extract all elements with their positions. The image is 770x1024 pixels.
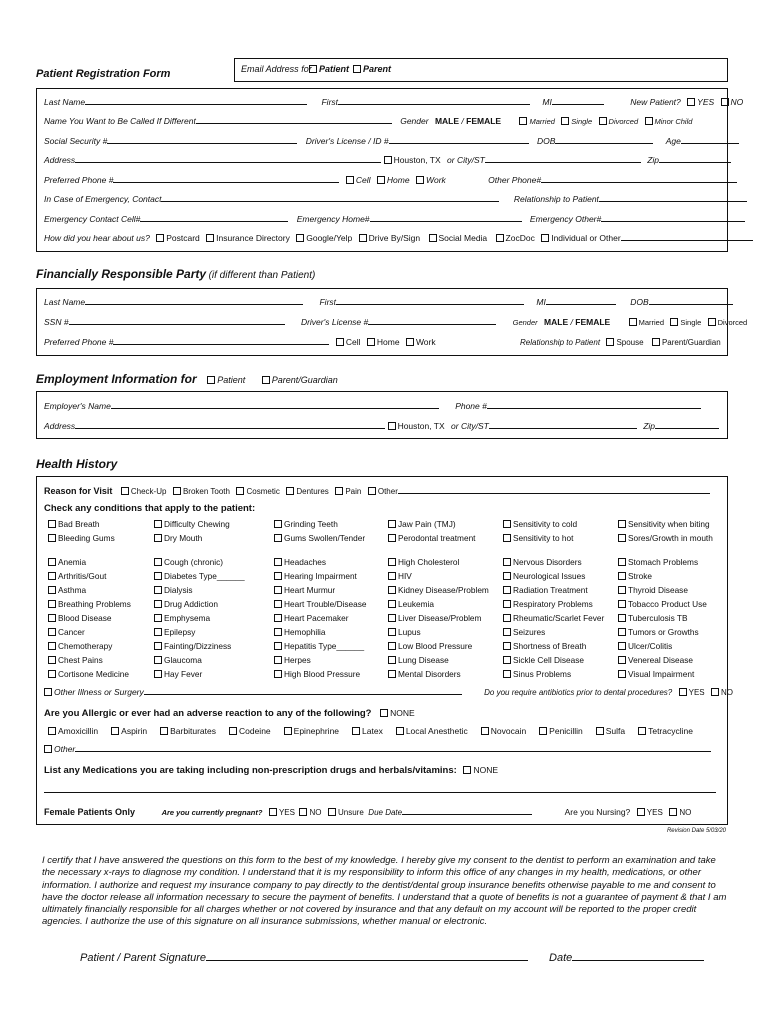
first-name-label: First <box>321 97 339 107</box>
email-patient-checkbox[interactable]: Patient <box>309 64 349 74</box>
gender-male[interactable]: MALE <box>434 116 460 126</box>
condition-checkbox[interactable]: HIV <box>388 571 412 581</box>
condition-checkbox[interactable]: Sensitivity to hot <box>503 533 573 543</box>
condition-checkbox[interactable]: Hemophilia <box>274 627 326 637</box>
condition-checkbox[interactable]: Sensitivity when biting <box>618 519 710 529</box>
fin-dob-field[interactable] <box>649 296 733 305</box>
other-phone-label: Other Phone# <box>488 175 542 185</box>
condition-checkbox[interactable]: Heart Murmur <box>274 585 335 595</box>
meds-line[interactable] <box>44 792 716 793</box>
condition-checkbox[interactable]: Radiation Treatment <box>503 585 588 595</box>
minor-child[interactable]: Minor Child <box>645 117 693 126</box>
condition-checkbox[interactable]: Neurological Issues <box>503 571 585 581</box>
called-field[interactable] <box>196 115 392 124</box>
condition-checkbox[interactable]: Nervous Disorders <box>503 557 582 567</box>
allergy-other-field[interactable] <box>75 743 711 752</box>
condition-checkbox[interactable]: Liver Disease/Problem <box>388 613 481 623</box>
patient-row-6 <box>44 193 747 204</box>
fin-phone-field[interactable] <box>113 336 329 345</box>
how-hear-label: How did you hear about us? <box>44 233 150 243</box>
relationship-field[interactable] <box>599 193 747 202</box>
condition-checkbox[interactable]: Epilepsy <box>154 627 195 637</box>
condition-checkbox[interactable]: Blood Disease <box>48 613 112 623</box>
condition-checkbox[interactable]: Rheumatic/Scarlet Fever <box>503 613 604 623</box>
condition-checkbox[interactable]: Sickle Cell Disease <box>503 655 584 665</box>
condition-checkbox[interactable]: High Blood Pressure <box>274 669 360 679</box>
fin-license-label: Driver's License # <box>300 317 369 327</box>
emergency-home-field[interactable] <box>370 213 522 222</box>
email-parent-checkbox[interactable]: Parent <box>353 64 391 74</box>
hear-individual-field[interactable] <box>621 232 753 241</box>
reason-dentures[interactable]: Dentures <box>286 487 328 496</box>
allergy-none[interactable]: NONE <box>380 708 415 718</box>
employment-patient[interactable]: Patient <box>207 375 245 385</box>
marital-single[interactable]: Single <box>561 117 592 126</box>
emp-or-city-label: or City/ST <box>451 421 489 431</box>
nursing-no[interactable]: NO <box>669 808 691 817</box>
condition-checkbox[interactable]: Stomach Problems <box>618 557 698 567</box>
condition-checkbox[interactable]: Fainting/Dizziness <box>154 641 231 651</box>
hear-individual[interactable]: Individual or Other <box>541 233 620 243</box>
emergency-label: In Case of Emergency, Contact <box>44 194 162 204</box>
financial-row-3 <box>44 336 721 347</box>
condition-checkbox[interactable]: Chemotherapy <box>48 641 112 651</box>
condition-checkbox[interactable]: Ulcer/Colitis <box>618 641 672 651</box>
fin-first-field[interactable] <box>336 296 524 305</box>
allergy-list <box>44 726 693 736</box>
allergy-other-row <box>44 743 711 754</box>
condition-checkbox[interactable]: Diabetes Type______ <box>154 571 245 581</box>
dob-label: DOB <box>536 136 556 146</box>
zip-label: Zip <box>647 155 659 165</box>
emp-address-field[interactable] <box>75 420 385 429</box>
female-only-label: Female Patients Only <box>44 807 136 817</box>
revision-date: Revision Date 5/03/20 <box>666 828 726 834</box>
age-field[interactable] <box>681 135 739 144</box>
allergy-checkbox[interactable]: Novocain <box>481 726 526 736</box>
allergy-question: Are you Allergic or ever had an adverse reaction to any of the following? <box>44 708 372 719</box>
condition-checkbox[interactable]: Shortness of Breath <box>503 641 586 651</box>
zip-field[interactable] <box>659 154 731 163</box>
reason-other[interactable]: Other <box>368 487 398 496</box>
condition-checkbox[interactable]: Sensitivity to cold <box>503 519 577 529</box>
hear-google[interactable]: Google/Yelp <box>296 233 352 243</box>
condition-checkbox[interactable]: Difficulty Chewing <box>154 519 230 529</box>
allergy-checkbox[interactable]: Codeine <box>229 726 271 736</box>
reason-cosmetic[interactable]: Cosmetic <box>236 487 279 496</box>
phone-home[interactable]: Home <box>377 175 410 185</box>
license-field[interactable] <box>389 135 529 144</box>
phone-work[interactable]: Work <box>416 175 446 185</box>
condition-checkbox[interactable]: Grinding Teeth <box>274 519 338 529</box>
allergy-checkbox[interactable]: Local Anesthetic <box>396 726 468 736</box>
pregnant-yes[interactable]: YES <box>269 808 295 817</box>
hear-drive-by[interactable]: Drive By/Sign <box>359 233 421 243</box>
fin-phone-work[interactable]: Work <box>406 337 436 347</box>
condition-checkbox[interactable]: Arthritis/Gout <box>48 571 106 581</box>
fin-license-field[interactable] <box>368 316 496 325</box>
signature-date-field[interactable] <box>572 950 704 961</box>
signature-label: Patient / Parent Signature <box>80 952 206 964</box>
dob-field[interactable] <box>555 135 653 144</box>
condition-checkbox[interactable]: Breathing Problems <box>48 599 131 609</box>
patient-row-2 <box>44 115 692 126</box>
fin-gender-label: Gender <box>512 318 538 327</box>
due-date-field[interactable] <box>402 806 532 815</box>
condition-checkbox[interactable]: Heart Pacemaker <box>274 613 349 623</box>
emp-address-label: Address <box>44 421 76 431</box>
hear-postcard[interactable]: Postcard <box>156 233 200 243</box>
reason-pain[interactable]: Pain <box>335 487 361 496</box>
age-label: Age <box>665 136 681 146</box>
mi-label: MI <box>542 97 552 107</box>
email-label: Email Address for <box>241 64 312 74</box>
ssn-field[interactable] <box>107 135 297 144</box>
reason-label: Reason for Visit <box>44 486 113 496</box>
condition-checkbox[interactable]: Sinus Problems <box>503 669 571 679</box>
fin-last-name-field[interactable] <box>85 296 303 305</box>
meds-question: List any Medications you are taking including non-prescription drugs and herbals/vitamins: <box>44 765 457 776</box>
condition-checkbox[interactable]: Low Blood Pressure <box>388 641 472 651</box>
patient-row-5 <box>44 174 737 185</box>
condition-checkbox[interactable]: Hay Fever <box>154 669 202 679</box>
fin-parent-guardian[interactable]: Parent/Guardian <box>652 338 721 347</box>
condition-checkbox[interactable]: High Cholesterol <box>388 557 459 567</box>
allergy-checkbox[interactable]: Amoxicillin <box>48 726 98 736</box>
fin-relationship-label: Relationship to Patient <box>520 338 601 347</box>
condition-checkbox[interactable]: Drug Addiction <box>154 599 218 609</box>
patient-row-7 <box>44 213 745 224</box>
other-illness-row <box>44 686 733 697</box>
date-label: Date <box>549 952 573 964</box>
other-illness-checkbox[interactable]: Other Illness or Surgery <box>44 687 144 697</box>
new-patient-no[interactable]: NO <box>721 97 744 107</box>
reason-other-field[interactable] <box>398 485 710 494</box>
antibiotics-question: Do you require antibiotics prior to dental procedures? <box>484 688 673 697</box>
fin-last-name-label: Last Name <box>44 297 86 307</box>
condition-checkbox[interactable]: Herpes <box>274 655 311 665</box>
signature-row <box>80 950 704 964</box>
condition-checkbox[interactable]: Gums Swollen/Tender <box>274 533 365 543</box>
condition-checkbox[interactable]: Dry Mouth <box>154 533 202 543</box>
financial-row-1 <box>44 296 733 307</box>
fin-spouse[interactable]: Spouse <box>606 338 643 347</box>
financial-row-2 <box>44 316 747 327</box>
condition-checkbox[interactable]: Cancer <box>48 627 85 637</box>
fin-gender-male[interactable]: MALE <box>544 317 569 327</box>
fin-gender-slash: / <box>570 317 573 327</box>
meds-none[interactable]: NONE <box>463 765 498 775</box>
emp-city-field[interactable] <box>489 420 637 429</box>
fin-single[interactable]: Single <box>670 318 701 327</box>
last-name-field[interactable] <box>85 96 307 105</box>
health-title: Health History <box>36 457 118 471</box>
employer-field[interactable] <box>111 400 439 409</box>
called-label: Name You Want to Be Called If Different <box>44 116 196 126</box>
pregnant-unsure[interactable]: Unsure <box>328 808 364 817</box>
allergy-checkbox[interactable]: Tetracycline <box>638 726 693 736</box>
condition-checkbox[interactable]: Tumors or Growths <box>618 627 699 637</box>
reason-checkup[interactable]: Check-Up <box>121 487 167 496</box>
condition-checkbox[interactable]: Bad Breath <box>48 519 100 529</box>
hear-zocdoc[interactable]: ZocDoc <box>496 233 535 243</box>
ssn-label: Social Security # <box>44 136 108 146</box>
condition-checkbox[interactable]: Asthma <box>48 585 86 595</box>
condition-checkbox[interactable]: Respiratory Problems <box>503 599 593 609</box>
mi-field[interactable] <box>552 96 604 105</box>
emergency-cell-field[interactable] <box>140 213 288 222</box>
patient-row-1 <box>44 96 743 107</box>
relationship-label: Relationship to Patient <box>513 194 599 204</box>
financial-title: Financially Responsible Party <box>36 267 207 281</box>
condition-checkbox[interactable]: Chest Pains <box>48 655 103 665</box>
antibiotics-yes[interactable]: YES <box>679 688 705 697</box>
emergency-other-field[interactable] <box>601 213 745 222</box>
emp-phone-field[interactable] <box>487 400 701 409</box>
pregnant-question: Are you currently pregnant? <box>161 808 263 817</box>
financial-subtitle: (if different than Patient) <box>208 270 316 281</box>
condition-checkbox[interactable]: Kidney Disease/Problem <box>388 585 489 595</box>
condition-checkbox[interactable]: Heart Trouble/Disease <box>274 599 367 609</box>
patient-row-8 <box>44 232 753 243</box>
condition-checkbox[interactable]: Cough (chronic) <box>154 557 223 567</box>
condition-checkbox[interactable]: Jaw Pain (TMJ) <box>388 519 456 529</box>
allergy-question-row <box>44 708 415 719</box>
emergency-field[interactable] <box>161 193 499 202</box>
fin-dob-label: DOB <box>630 297 649 307</box>
other-illness-field[interactable] <box>144 686 462 695</box>
allergy-checkbox[interactable]: Barbiturates <box>160 726 216 736</box>
allergy-checkbox[interactable]: Aspirin <box>111 726 147 736</box>
fin-divorced[interactable]: Divorced <box>708 318 748 327</box>
marital-divorced[interactable]: Divorced <box>599 117 639 126</box>
hear-insurance-directory[interactable]: Insurance Directory <box>206 233 290 243</box>
fin-phone-home[interactable]: Home <box>367 337 400 347</box>
condition-checkbox[interactable]: Stroke <box>618 571 652 581</box>
condition-checkbox[interactable]: Lupus <box>388 627 421 637</box>
fin-phone-cell[interactable]: Cell <box>336 337 361 347</box>
employment-box <box>36 391 728 439</box>
nursing-question: Are you Nursing? <box>564 807 631 817</box>
condition-checkbox[interactable]: Headaches <box>274 557 326 567</box>
fin-mi-field[interactable] <box>546 296 616 305</box>
patient-row-4 <box>44 154 731 165</box>
certification-text: I certify that I have answered the questions on this form to the best of my knowledge. I hereby give my consent to the dentist to perform an examination and take the necessary x-rays to diagnose my condition. I understand that it is my responsibility to inform this office of any changes in my health, medications, or other information. I authorize and request my insurance company to pay directly to the dentist/dental group insurance benefits otherwise payable to me and consent to have the doctor release all information necessary to secure the payment of benefits. I understand that a quote of benefits is not a guarantee of payment & that I am ultimately financially responsible for all charges whether or not covered by insurance and that any default on my account will be reported to the proper credit agencies. I authorize the use of this signature on all insurance submissions, whether manual or electronic. <box>42 855 727 928</box>
condition-checkbox[interactable]: Lung Disease <box>388 655 449 665</box>
employment-row-1 <box>44 400 701 411</box>
gender-label: Gender <box>400 116 429 126</box>
allergy-checkbox[interactable]: Epinephrine <box>284 726 339 736</box>
fin-ssn-label: SSN # <box>44 317 69 327</box>
address-field[interactable] <box>75 154 381 163</box>
condition-checkbox[interactable]: Dialysis <box>154 585 193 595</box>
employment-parent[interactable]: Parent/Guardian <box>262 375 338 385</box>
preferred-phone-field[interactable] <box>113 174 339 183</box>
other-phone-field[interactable] <box>541 174 737 183</box>
condition-checkbox[interactable]: Sores/Growth in mouth <box>618 533 713 543</box>
condition-checkbox[interactable]: Glaucoma <box>154 655 202 665</box>
antibiotics-no[interactable]: NO <box>711 688 733 697</box>
signature-field[interactable] <box>206 950 528 961</box>
license-label: Driver's License / ID # <box>305 136 389 146</box>
nursing-yes[interactable]: YES <box>637 808 663 817</box>
employment-heading <box>36 372 338 386</box>
employment-row-2 <box>44 420 719 431</box>
fin-married[interactable]: Married <box>629 318 664 327</box>
emp-zip-field[interactable] <box>655 420 719 429</box>
gender-slash: / <box>461 116 464 126</box>
new-patient-yes[interactable]: YES <box>687 97 714 107</box>
meds-row <box>44 765 498 776</box>
patient-info-box <box>36 88 728 252</box>
emp-houston[interactable]: Houston, TX <box>388 421 445 431</box>
condition-checkbox[interactable]: Seizures <box>503 627 545 637</box>
allergy-checkbox[interactable]: Penicillin <box>539 726 583 736</box>
fin-ssn-field[interactable] <box>69 316 285 325</box>
fin-mi-label: MI <box>536 297 546 307</box>
city-field[interactable] <box>485 154 641 163</box>
condition-checkbox[interactable]: Tuberculosis TB <box>618 613 687 623</box>
condition-checkbox[interactable]: Bleeding Gums <box>48 533 115 543</box>
condition-checkbox[interactable]: Venereal Disease <box>618 655 693 665</box>
emp-phone-label: Phone # <box>455 401 487 411</box>
allergy-other[interactable]: Other <box>44 744 75 754</box>
employment-title: Employment Information for <box>36 372 197 386</box>
last-name-label: Last Name <box>44 97 86 107</box>
pregnant-no[interactable]: NO <box>299 808 321 817</box>
fin-first-label: First <box>319 297 337 307</box>
email-box[interactable] <box>234 58 728 82</box>
condition-checkbox[interactable]: Visual Impairment <box>618 669 694 679</box>
emergency-cell-label: Emergency Contact Cell# <box>44 214 141 224</box>
condition-checkbox[interactable]: Hearing Impairment <box>274 571 357 581</box>
employer-label: Employer's Name <box>44 401 111 411</box>
fin-gender-female[interactable]: FEMALE <box>575 317 611 327</box>
reason-row <box>44 485 710 496</box>
condition-checkbox[interactable]: Anemia <box>48 557 86 567</box>
condition-checkbox[interactable]: Mental Disorders <box>388 669 461 679</box>
allergy-checkbox[interactable]: Sulfa <box>596 726 625 736</box>
female-row <box>44 806 691 817</box>
condition-checkbox[interactable]: Perodontal treatment <box>388 533 475 543</box>
emp-zip-label: Zip <box>643 421 655 431</box>
emergency-home-label: Emergency Home# <box>296 214 370 224</box>
condition-checkbox[interactable]: Leukemia <box>388 599 434 609</box>
preferred-phone-label: Preferred Phone # <box>44 175 114 185</box>
first-name-field[interactable] <box>338 96 530 105</box>
financial-heading <box>36 267 315 281</box>
conditions-title: Check any conditions that apply to the patient: <box>44 503 256 514</box>
condition-checkbox[interactable]: Emphysema <box>154 613 210 623</box>
condition-checkbox[interactable]: Thyroid Disease <box>618 585 688 595</box>
due-date-label: Due Date <box>368 808 403 817</box>
marital-married[interactable]: Married <box>519 117 554 126</box>
condition-checkbox[interactable]: Hepatitis Type______ <box>274 641 364 651</box>
reason-broken-tooth[interactable]: Broken Tooth <box>173 487 230 496</box>
houston-checkbox[interactable]: Houston, TX <box>384 155 441 165</box>
allergy-checkbox[interactable]: Latex <box>352 726 383 736</box>
fin-phone-label: Preferred Phone # <box>44 337 114 347</box>
new-patient-label: New Patient? <box>630 97 681 107</box>
hear-social[interactable]: Social Media <box>429 233 488 243</box>
condition-checkbox[interactable]: Tobacco Product Use <box>618 599 707 609</box>
condition-checkbox[interactable]: Cortisone Medicine <box>48 669 129 679</box>
phone-cell[interactable]: Cell <box>346 175 371 185</box>
gender-female[interactable]: FEMALE <box>466 116 502 126</box>
patient-row-3 <box>44 135 739 146</box>
or-city-label: or City/ST <box>447 155 485 165</box>
emergency-other-label: Emergency Other# <box>529 214 602 224</box>
form-title: Patient Registration Form <box>36 68 171 80</box>
address-label: Address <box>44 155 76 165</box>
